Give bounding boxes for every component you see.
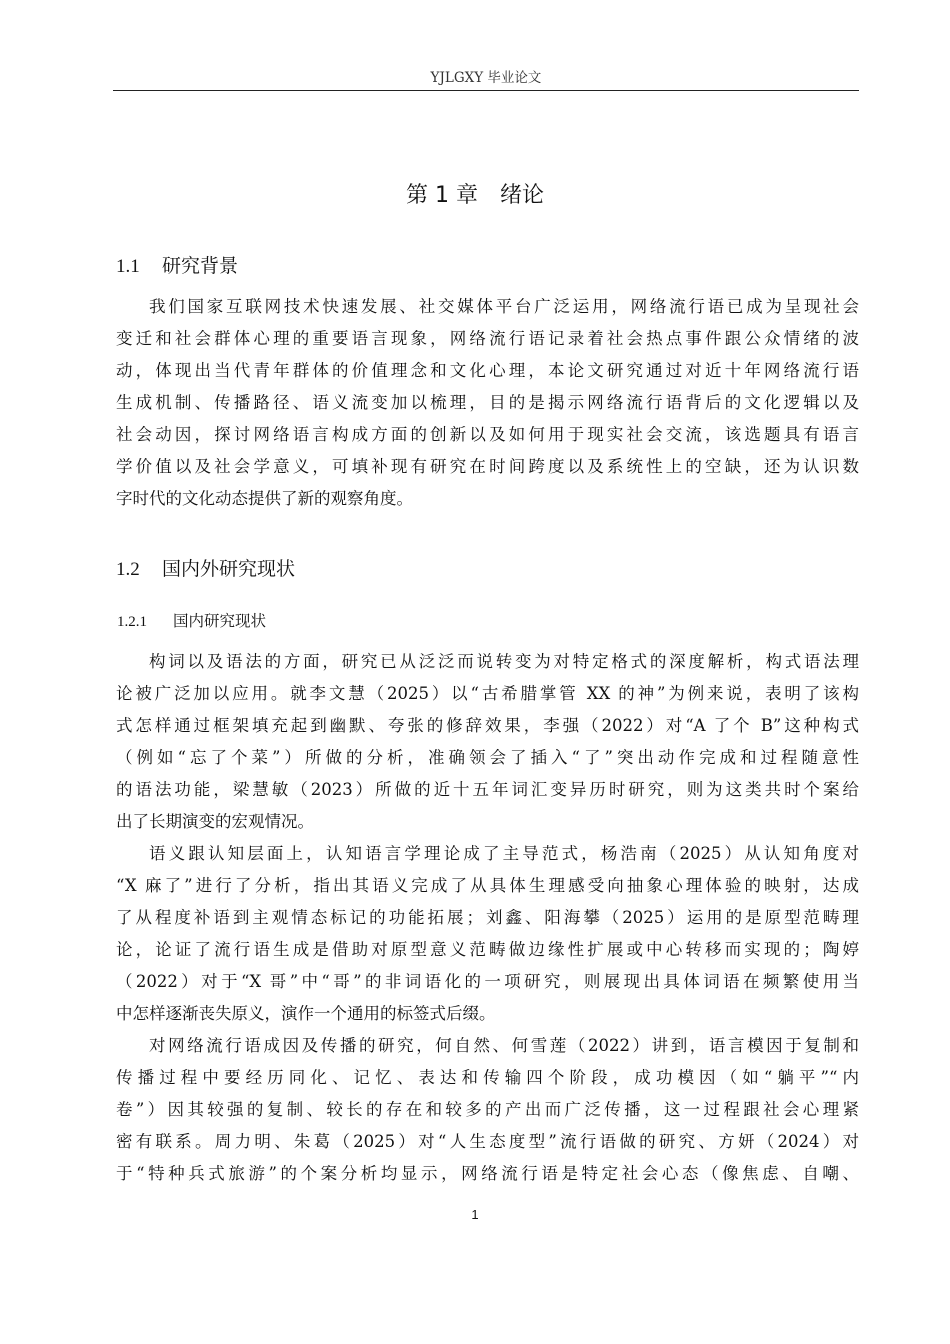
- text-line: 生成机制、传播路径、语义流变加以梳理，目的是揭示网络流行语背后的文化逻辑以及: [116, 393, 859, 412]
- text-line: 论，论证了流行语生成是借助对原型意义范畴做边缘性扩展或中心转移而实现的；陶婷: [116, 940, 859, 959]
- chapter-title: [0, 181, 950, 211]
- section-heading-1-1: [116, 252, 238, 281]
- text-line: 了从程度补语到主观情态标记的功能拓展；刘鑫、阳海攀（2025）运用的是原型范畴理: [116, 908, 859, 927]
- text-line: （例如“忘了个菜”）所做的分析，准确领会了插入“了”突出动作完成和过程随意性: [116, 748, 859, 767]
- header-title: YJLGXY 毕业论文: [430, 70, 542, 86]
- subsection-heading-1-2-1: [117, 609, 266, 634]
- text-line: 于“特种兵式旅游”的个案分析均显示，网络流行语是特定社会心态（像焦虑、自嘲、: [116, 1164, 859, 1183]
- text-line: 构词以及语法的方面，研究已从泛泛而说转变为对特定格式的深度解析，构式语法理: [149, 652, 859, 671]
- text-line: 中怎样逐渐丧失原义，演作一个通用的标签式后缀。: [116, 1004, 496, 1023]
- text-line: 社会动因，探讨网络语言构成方面的创新以及如何用于现实社会交流，该选题具有语言: [116, 425, 859, 444]
- text-line: 的语法功能，梁慧敏（2023）所做的近十五年词汇变异历时研究，则为这类共时个案给: [116, 780, 859, 799]
- section-title: 研究背景: [162, 255, 239, 277]
- text-line: 字时代的文化动态提供了新的观察角度。: [116, 489, 413, 508]
- paragraph-background: [116, 291, 859, 515]
- chapter-number: 第 1 章: [406, 183, 478, 208]
- text-line: 传播过程中要经历同化、记忆、表达和传输四个阶段，成功模因（如“躺平”“内: [116, 1068, 859, 1087]
- text-line: 我们国家互联网技术快速发展、社交媒体平台广泛运用，网络流行语已成为呈现社会: [149, 297, 859, 316]
- text-line: 学价值以及社会学意义，可填补现有研究在时间跨度以及系统性上的空缺，还为认识数: [116, 457, 859, 476]
- chapter-name: 绪论: [499, 183, 544, 208]
- text-line: 变迁和社会群体心理的重要语言现象，网络流行语记录着社会热点事件跟公众情绪的波: [116, 329, 859, 348]
- section-heading-1-2: [116, 555, 295, 584]
- page-number: 1: [471, 1207, 479, 1222]
- paragraph-grammar: [116, 646, 859, 838]
- text-line: 出了长期演变的宏观情况。: [116, 812, 314, 831]
- section-number: 1.2: [116, 559, 140, 580]
- text-line: （2022）对于“X 哥”中“哥”的非词语化的一项研究，则展现出具体词语在频繁使用当: [116, 972, 859, 991]
- text-line: 式怎样通过框架填充起到幽默、夸张的修辞效果，李强（2022）对“A 了个 B”这种构式: [116, 716, 859, 735]
- paragraph-semantics: [116, 838, 859, 1030]
- page-header: [113, 68, 859, 91]
- text-line: 语义跟认知层面上，认知语言学理论成了主导范式，杨浩南（2025）从认知角度对: [149, 844, 859, 863]
- subsection-title: 国内研究现状: [173, 612, 267, 630]
- text-line: 对网络流行语成因及传播的研究，何自然、何雪莲（2022）讲到，语言模因于复制和: [149, 1036, 859, 1055]
- section-number: 1.1: [116, 256, 140, 277]
- section-title: 国内外研究现状: [162, 558, 296, 580]
- text-line: 密有联系。周力明、朱葛（2025）对“人生态度型”流行语做的研究、方妍（2024）对: [116, 1132, 859, 1151]
- subsection-number: 1.2.1: [117, 614, 147, 630]
- text-line: 卷”）因其较强的复制、较长的存在和较多的产出而广泛传播，这一过程跟社会心理紧: [116, 1100, 859, 1119]
- paragraph-spread: [116, 1030, 859, 1190]
- text-line: 论被广泛加以应用。就李文慧（2025）以“古希腊掌管 XX 的神”为例来说，表明了该构: [116, 684, 859, 703]
- text-line: “X 麻了”进行了分析，指出其语义完成了从具体生理感受向抽象心理体验的映射，达成: [116, 876, 859, 895]
- text-line: 动，体现出当代青年群体的价值理念和文化心理，本论文研究通过对近十年网络流行语: [116, 361, 859, 380]
